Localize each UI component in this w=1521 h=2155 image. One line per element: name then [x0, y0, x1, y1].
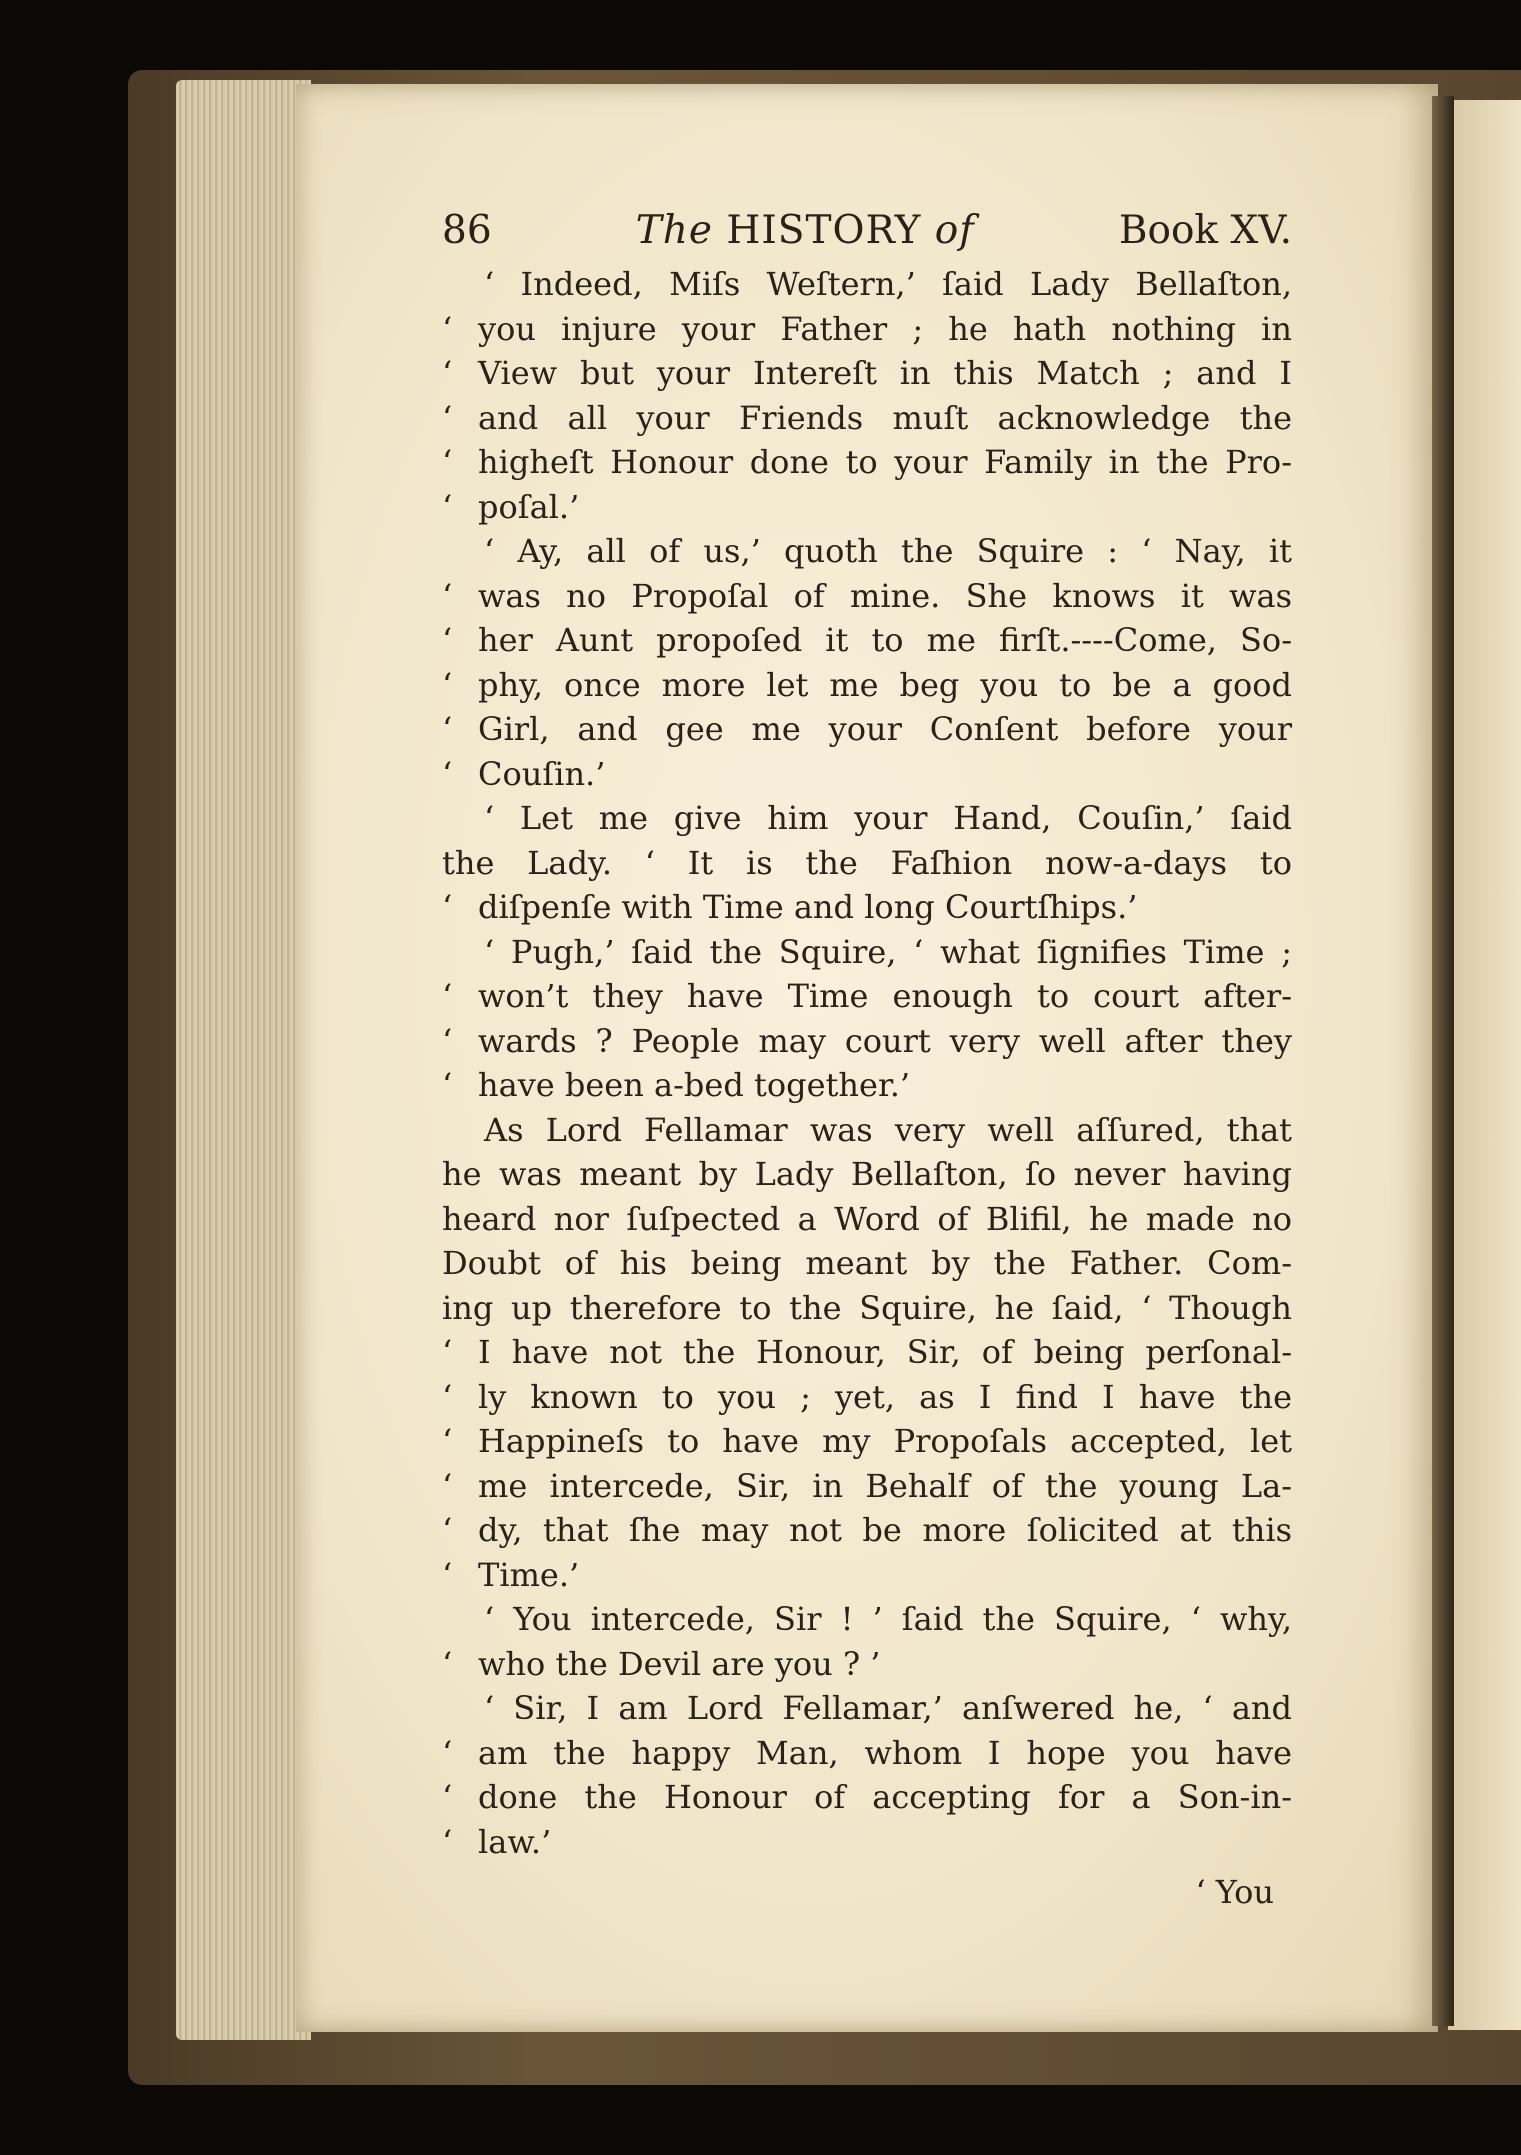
text-line: [442, 1553, 1292, 1598]
text-line: [442, 1019, 1292, 1064]
text-line: [442, 841, 1292, 886]
text-line: [442, 1731, 1292, 1776]
line-text: ‘ Let me give him your Hand, Couſin,’ ſaid: [484, 799, 1292, 837]
line-text: As Lord Fellamar was very well aſſured, that: [484, 1110, 1292, 1149]
quote-mark: ‘: [442, 576, 453, 615]
text-line: [442, 707, 1292, 752]
paragraph: [442, 796, 1292, 930]
line-text: me intercede, Sir, in Behalf of the young La-: [478, 1466, 1292, 1505]
book-number: Book XV.: [1118, 208, 1292, 253]
line-text: poſal.’: [478, 487, 580, 526]
line-text: am the happy Man, whom I hope you have: [478, 1733, 1292, 1772]
text-line: [442, 1197, 1292, 1242]
line-text: Couſin.’: [478, 754, 606, 793]
text-line: [442, 1642, 1292, 1687]
line-text: Time.’: [478, 1555, 580, 1594]
quote-mark: ‘: [442, 1733, 453, 1772]
quote-mark: ‘: [442, 309, 453, 348]
line-text: you injure your Father ; he hath nothing in: [478, 309, 1292, 348]
quote-mark: ‘: [442, 487, 453, 526]
line-text: wards ? People may court very well after they: [478, 1021, 1292, 1060]
text-line: [442, 307, 1292, 352]
text-line: [442, 1820, 1292, 1865]
line-text: ‘ Sir, I am Lord Fellamar,’ anſwered he, ‘ and: [484, 1689, 1292, 1727]
paragraph: [442, 930, 1292, 1108]
line-text: her Aunt propoſed it to me firſt.----Come, So-: [478, 621, 1292, 659]
line-text: I have not the Honour, Sir, of being perſonal-: [478, 1333, 1292, 1371]
paragraph: [442, 1597, 1292, 1686]
text-line: [442, 930, 1292, 975]
paragraph: [442, 262, 1292, 529]
text-line: [442, 1108, 1292, 1153]
text-line: [442, 351, 1292, 396]
text-line: [442, 1375, 1292, 1420]
line-text: done the Honour of accepting for a Son-in-: [478, 1778, 1292, 1816]
text-line: [442, 1286, 1292, 1331]
line-text: higheſt Honour done to your Family in the Pro-: [478, 443, 1292, 481]
line-text: ‘ You intercede, Sir ! ’ ſaid the Squire, ‘ why,: [484, 1600, 1292, 1638]
text-line: [442, 1464, 1292, 1509]
quote-mark: ‘: [442, 754, 453, 793]
line-text: ‘ Indeed, Miſs Weſtern,’ ſaid Lady Bellaſton,: [484, 265, 1292, 303]
line-text: Girl, and gee me your Conſent before your: [478, 710, 1292, 748]
text-line: [442, 1241, 1292, 1286]
line-text: phy, once more let me beg you to be a good: [478, 665, 1292, 704]
line-text: law.’: [478, 1822, 552, 1861]
quote-mark: ‘: [442, 1644, 453, 1683]
quote-mark: ‘: [442, 354, 453, 392]
line-text: ‘ Ay, all of us,’ quoth the Squire : ‘ Nay, it: [484, 532, 1292, 570]
text-line: [442, 1686, 1292, 1731]
quote-mark: ‘: [442, 1511, 453, 1549]
quote-mark: ‘: [442, 1466, 453, 1505]
quote-mark: ‘: [442, 621, 453, 659]
facing-page: [1448, 100, 1521, 2030]
text-line: [442, 796, 1292, 841]
text-line: [442, 885, 1292, 930]
line-text: have been a-bed together.’: [478, 1066, 911, 1104]
line-text: ‘ Pugh,’ ſaid the Squire, ‘ what ſignifies Time ;: [484, 932, 1292, 971]
quote-mark: ‘: [442, 710, 453, 748]
line-text: diſpenſe with Time and long Courtſhips.’: [478, 888, 1138, 926]
line-text: and all your Friends muſt acknowledge the: [478, 398, 1292, 437]
line-text: dy, that ſhe may not be more ſolicited at this: [478, 1511, 1292, 1549]
text-line: [442, 485, 1292, 530]
line-text: View but your Intereſt in this Match ; and I: [478, 354, 1292, 392]
quote-mark: ‘: [442, 1021, 453, 1060]
catchword: ‘ You: [1195, 1873, 1274, 1911]
page-text: [442, 202, 1292, 1915]
text-line: [442, 752, 1292, 797]
paragraph: [442, 1686, 1292, 1864]
line-text: won’t they have Time enough to court after-: [478, 977, 1292, 1015]
text-line: [442, 663, 1292, 708]
text-line: [442, 618, 1292, 663]
quote-mark: ‘: [442, 1333, 453, 1371]
line-text: ly known to you ; yet, as I find I have the: [478, 1377, 1292, 1416]
quote-mark: ‘: [442, 888, 453, 926]
title-suffix: of: [934, 208, 975, 253]
quote-mark: ‘: [442, 1377, 453, 1416]
quote-mark: ‘: [442, 1778, 453, 1816]
quote-mark: ‘: [442, 1066, 453, 1104]
line-text: who the Devil are you ? ’: [478, 1644, 881, 1683]
quote-mark: ‘: [442, 398, 453, 437]
title-main: HISTORY: [726, 208, 922, 253]
quote-mark: ‘: [442, 977, 453, 1015]
book-gutter: [1432, 96, 1454, 2026]
page-number: 86: [442, 208, 492, 253]
quote-mark: ‘: [442, 1422, 453, 1460]
line-text: Happineſs to have my Propoſals accepted, let: [478, 1422, 1292, 1460]
text-line: [442, 574, 1292, 619]
text-line: [442, 974, 1292, 1019]
quote-mark: ‘: [442, 1822, 453, 1861]
quote-mark: ‘: [442, 443, 453, 481]
paragraph: [442, 529, 1292, 796]
text-line: [442, 1419, 1292, 1464]
line-text: he was meant by Lady Bellaſton, ſo never having: [442, 1155, 1292, 1193]
text-line: [442, 396, 1292, 441]
line-text: ing up therefore to the Squire, he ſaid, ‘ Though: [442, 1288, 1292, 1327]
page-edges: [176, 80, 311, 2040]
text-line: [442, 1152, 1292, 1197]
text-line: [442, 1330, 1292, 1375]
quote-mark: ‘: [442, 665, 453, 704]
running-title: [636, 202, 975, 260]
body-text: [442, 262, 1292, 1864]
line-text: Doubt of his being meant by the Father. Com-: [442, 1244, 1292, 1282]
text-line: [442, 440, 1292, 485]
line-text: was no Propoſal of mine. She knows it was: [478, 576, 1292, 615]
line-text: the Lady. ‘ It is the Faſhion now-a-days to: [442, 843, 1292, 882]
title-prefix: The: [635, 208, 713, 253]
quote-mark: ‘: [442, 1555, 453, 1594]
text-line: [442, 1597, 1292, 1642]
text-line: [442, 1775, 1292, 1820]
paragraph: [442, 1108, 1292, 1598]
text-line: [442, 1063, 1292, 1108]
text-line: [442, 262, 1292, 307]
text-line: [442, 1508, 1292, 1553]
line-text: heard nor ſuſpected a Word of Blifil, he made no: [442, 1199, 1292, 1238]
text-line: [442, 529, 1292, 574]
running-header: [442, 202, 1292, 260]
